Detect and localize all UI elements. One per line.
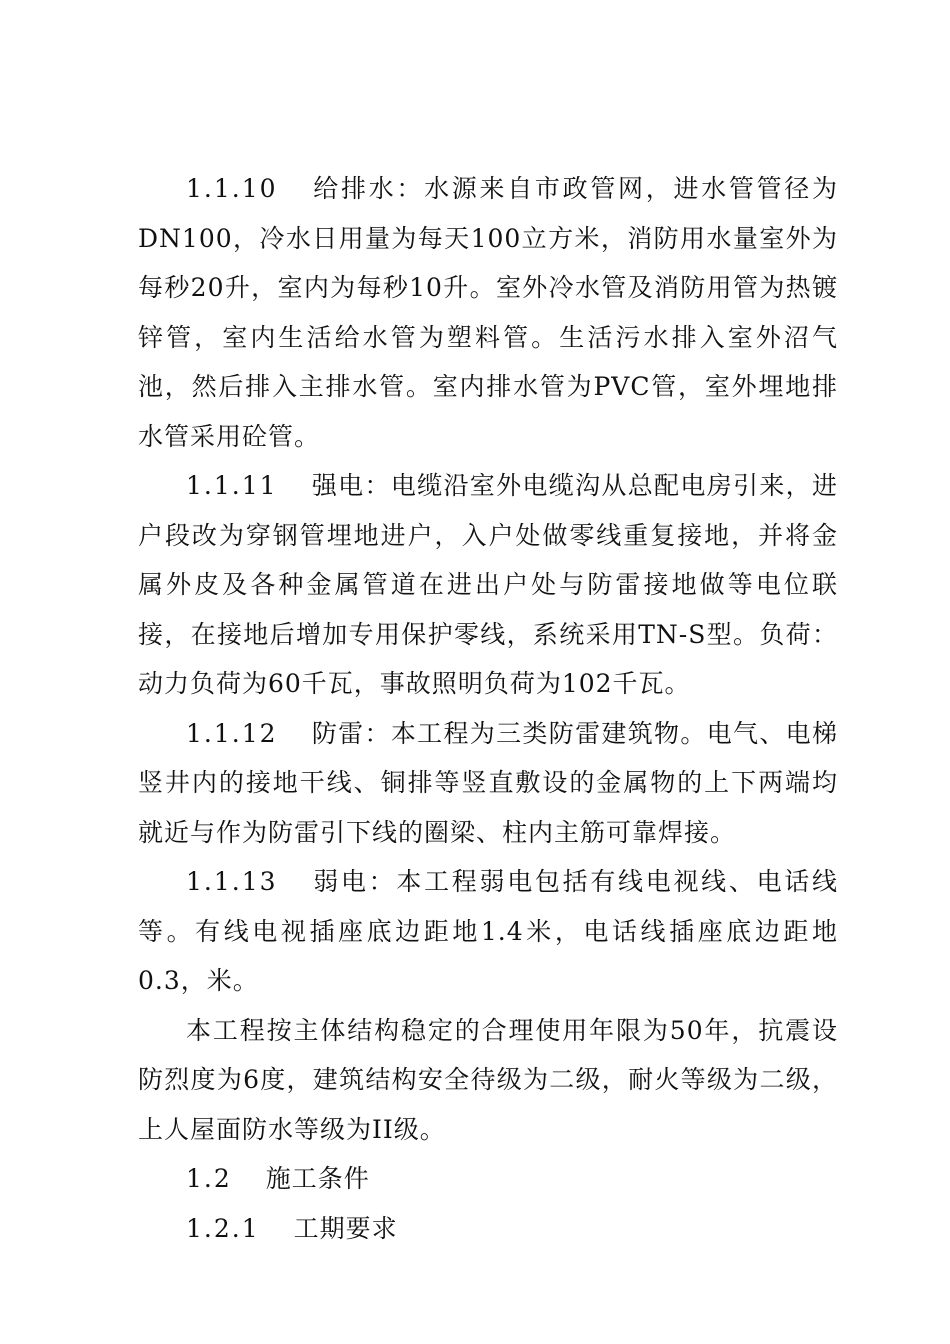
section-number: 1.1.11 xyxy=(186,471,278,500)
section-number: 1.2.1 xyxy=(186,1213,260,1243)
section-number: 1.1.13 xyxy=(186,867,278,896)
paragraph-text: 给排水：水源来自市政管网，进水管管径为DN100，冷水日用量为每天100立方米，消防用水量室外为每秒20升，室内为每秒10升。室外冷水管及消防用管为热镀锌管，室内生活给水管为塑料管。生活污水排入室外沼气池，然后排入主排水管。室内排水管为PVC管，室外埋地排水管采用砼管。 xyxy=(138,174,838,451)
paragraph-text: 弱电：本工程弱电包括有线电视线、电话线等。有线电视插座底边距地1.4米，电话线插座底边距地0.3，米。 xyxy=(138,867,838,995)
paragraph-text: 防雷：本工程为三类防雷建筑物。电气、电梯竖井内的接地干线、铜排等竖直敷设的金属物的上下两端均就近与作为防雷引下线的圈梁、柱内主筋可靠焊接。 xyxy=(138,718,838,847)
document-body xyxy=(138,164,838,1253)
heading-text: 施工条件 xyxy=(265,1164,370,1193)
heading-schedule-requirements xyxy=(138,1204,838,1254)
section-number: 1.2 xyxy=(186,1164,232,1193)
paragraph-text: 本工程按主体结构稳定的合理使用年限为50年，抗震设防烈度为6度，建筑结构安全待级为二级，耐火等级为二级，上人屋面防水等级为II级。 xyxy=(138,1015,838,1144)
section-number: 1.1.12 xyxy=(186,718,278,748)
section-number: 1.1.10 xyxy=(186,174,278,203)
paragraph-structure-summary xyxy=(138,1006,838,1155)
heading-text: 工期要求 xyxy=(293,1213,398,1243)
paragraph-strong-current xyxy=(138,461,838,709)
paragraph-water-supply-drainage xyxy=(138,164,838,461)
heading-construction-conditions xyxy=(138,1154,838,1204)
paragraph-lightning-protection xyxy=(138,709,838,858)
paragraph-text: 强电：电缆沿室外电缆沟从总配电房引来，进户段改为穿钢管埋地进户，入户处做零线重复接地，并将金属外皮及各种金属管道在进出户处与防雷接地做等电位联接，在接地后增加专用保护零线，系统采用TN-S型。负荷：动力负荷为60千瓦，事故照明负荷为102千瓦。 xyxy=(138,471,838,698)
paragraph-weak-current xyxy=(138,857,838,1006)
